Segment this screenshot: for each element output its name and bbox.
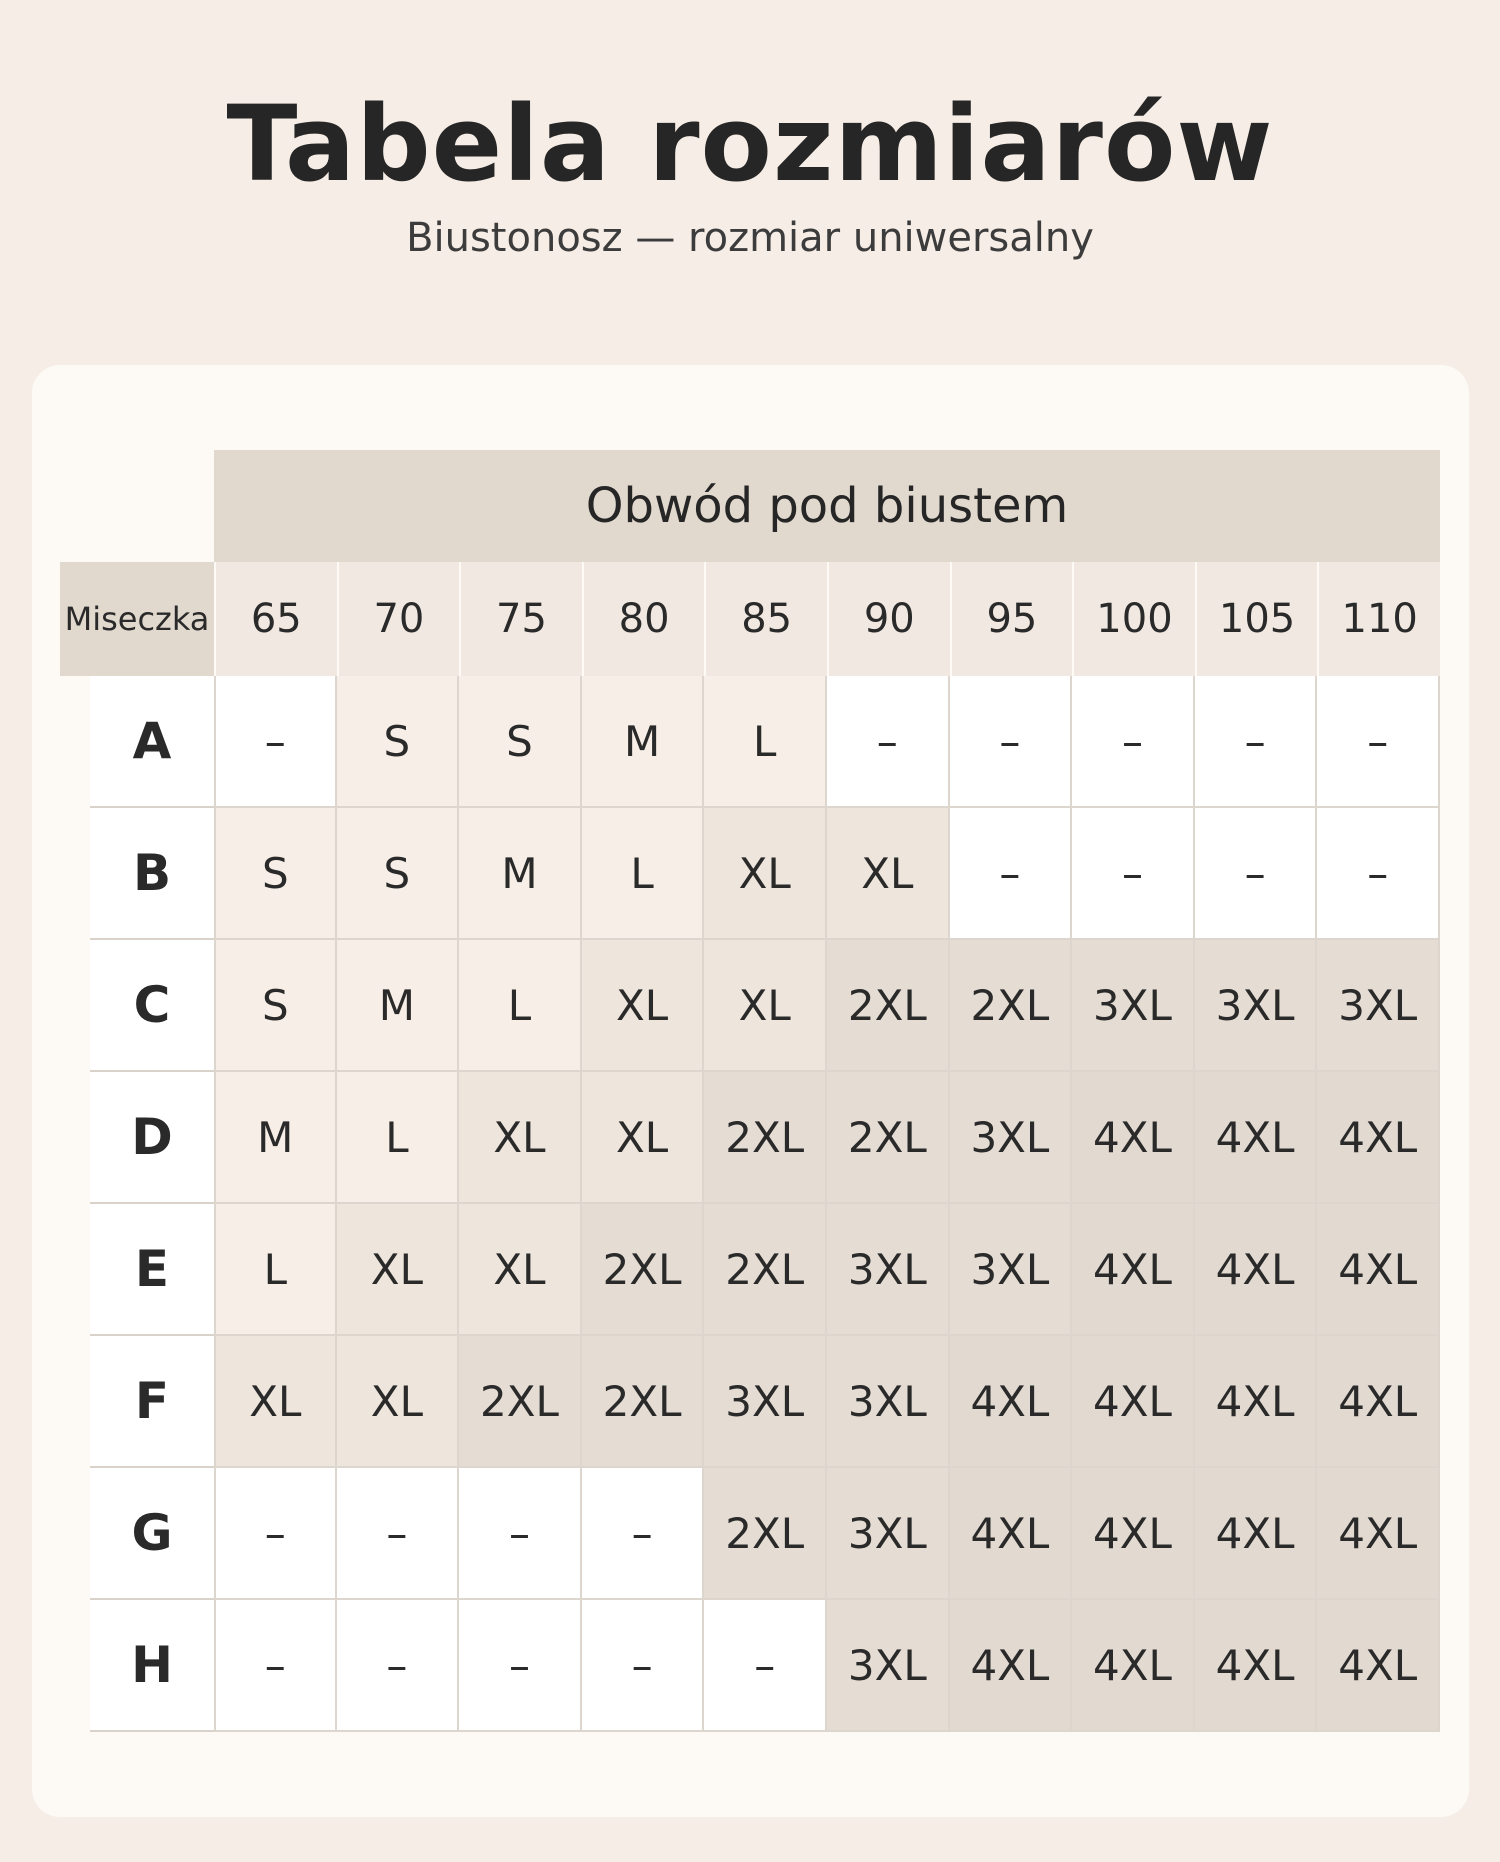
column-header-65: 65 [214,562,337,676]
size-cell: 2XL [827,1072,950,1204]
size-cell: 3XL [827,1468,950,1600]
size-cell: 3XL [950,1072,1073,1204]
size-cell: XL [337,1204,460,1336]
size-cell: 4XL [1072,1600,1195,1732]
size-cell: XL [214,1336,337,1468]
size-cell: – [337,1600,460,1732]
size-cell: M [459,808,582,940]
size-cell: – [704,1600,827,1732]
size-cell: L [337,1072,460,1204]
size-cell: 2XL [827,940,950,1072]
cup-column-header: Miseczka [60,562,214,676]
page-subtitle: Biustonosz — rozmiar uniwersalny [406,215,1094,261]
size-cell: – [582,1468,705,1600]
size-cell: S [214,940,337,1072]
row-label-h: H [90,1600,214,1732]
size-cell: – [337,1468,460,1600]
size-cell: 2XL [704,1468,827,1600]
size-cell: – [1195,676,1318,808]
column-header-75: 75 [459,562,582,676]
size-cell: 4XL [1072,1204,1195,1336]
size-cell: L [704,676,827,808]
size-cell: 3XL [827,1204,950,1336]
page-title: Tabela rozmiarów [226,83,1274,205]
size-cell: 4XL [1195,1600,1318,1732]
row-label-a: A [90,676,214,808]
size-cell: – [214,676,337,808]
size-cell: 4XL [1195,1336,1318,1468]
column-header-70: 70 [337,562,460,676]
size-cell: 4XL [950,1468,1073,1600]
size-cell: S [337,676,460,808]
size-cell: – [950,676,1073,808]
size-table [60,450,1440,1724]
size-cell: 4XL [1317,1468,1440,1600]
size-cell: XL [459,1072,582,1204]
size-cell: – [1072,808,1195,940]
column-header-110: 110 [1317,562,1440,676]
size-cell: XL [827,808,950,940]
size-cell: 3XL [827,1600,950,1732]
size-cell: 4XL [1195,1468,1318,1600]
size-cell: 2XL [950,940,1073,1072]
size-cell: S [337,808,460,940]
size-cell: – [1317,676,1440,808]
row-label-d: D [90,1072,214,1204]
size-cell: XL [704,940,827,1072]
size-cell: 2XL [582,1204,705,1336]
column-header-100: 100 [1072,562,1195,676]
size-cell: M [337,940,460,1072]
size-cell: 3XL [827,1336,950,1468]
size-cell: 4XL [1195,1072,1318,1204]
size-cell: – [1072,676,1195,808]
size-cell: 4XL [1317,1600,1440,1732]
size-cell: 3XL [1072,940,1195,1072]
size-cell: 4XL [1317,1336,1440,1468]
size-cell: – [459,1468,582,1600]
size-cell: – [214,1600,337,1732]
size-cell: 2XL [582,1336,705,1468]
size-cell: XL [459,1204,582,1336]
size-cell: 4XL [1195,1204,1318,1336]
size-cell: 2XL [704,1072,827,1204]
size-cell: 4XL [1072,1468,1195,1600]
size-cell: – [459,1600,582,1732]
size-cell: 3XL [1317,940,1440,1072]
row-label-g: G [90,1468,214,1600]
column-header-95: 95 [950,562,1073,676]
size-cell: M [582,676,705,808]
size-cell: – [582,1600,705,1732]
size-cell: L [214,1204,337,1336]
size-cell: L [459,940,582,1072]
size-cell: L [582,808,705,940]
size-cell: 4XL [1072,1336,1195,1468]
size-cell: – [214,1468,337,1600]
size-cell: – [950,808,1073,940]
row-label-e: E [90,1204,214,1336]
size-cell: 4XL [1072,1072,1195,1204]
band-header: Obwód pod biustem [214,450,1440,562]
column-header-80: 80 [582,562,705,676]
size-cell: – [1317,808,1440,940]
size-cell: 4XL [1317,1072,1440,1204]
size-cell: M [214,1072,337,1204]
size-cell: – [1195,808,1318,940]
size-cell: XL [582,1072,705,1204]
size-cell: 2XL [704,1204,827,1336]
size-cell: S [214,808,337,940]
size-cell: 4XL [950,1600,1073,1732]
size-cell: XL [582,940,705,1072]
size-cell: 2XL [459,1336,582,1468]
size-cell: S [459,676,582,808]
size-cell: XL [337,1336,460,1468]
size-cell: 3XL [1195,940,1318,1072]
column-header-90: 90 [827,562,950,676]
size-cell: 3XL [950,1204,1073,1336]
size-cell: 3XL [704,1336,827,1468]
size-cell: 4XL [950,1336,1073,1468]
size-cell: – [827,676,950,808]
row-label-b: B [90,808,214,940]
column-header-105: 105 [1195,562,1318,676]
size-cell: XL [704,808,827,940]
row-label-c: C [90,940,214,1072]
row-label-f: F [90,1336,214,1468]
column-header-85: 85 [704,562,827,676]
size-cell: 4XL [1317,1204,1440,1336]
